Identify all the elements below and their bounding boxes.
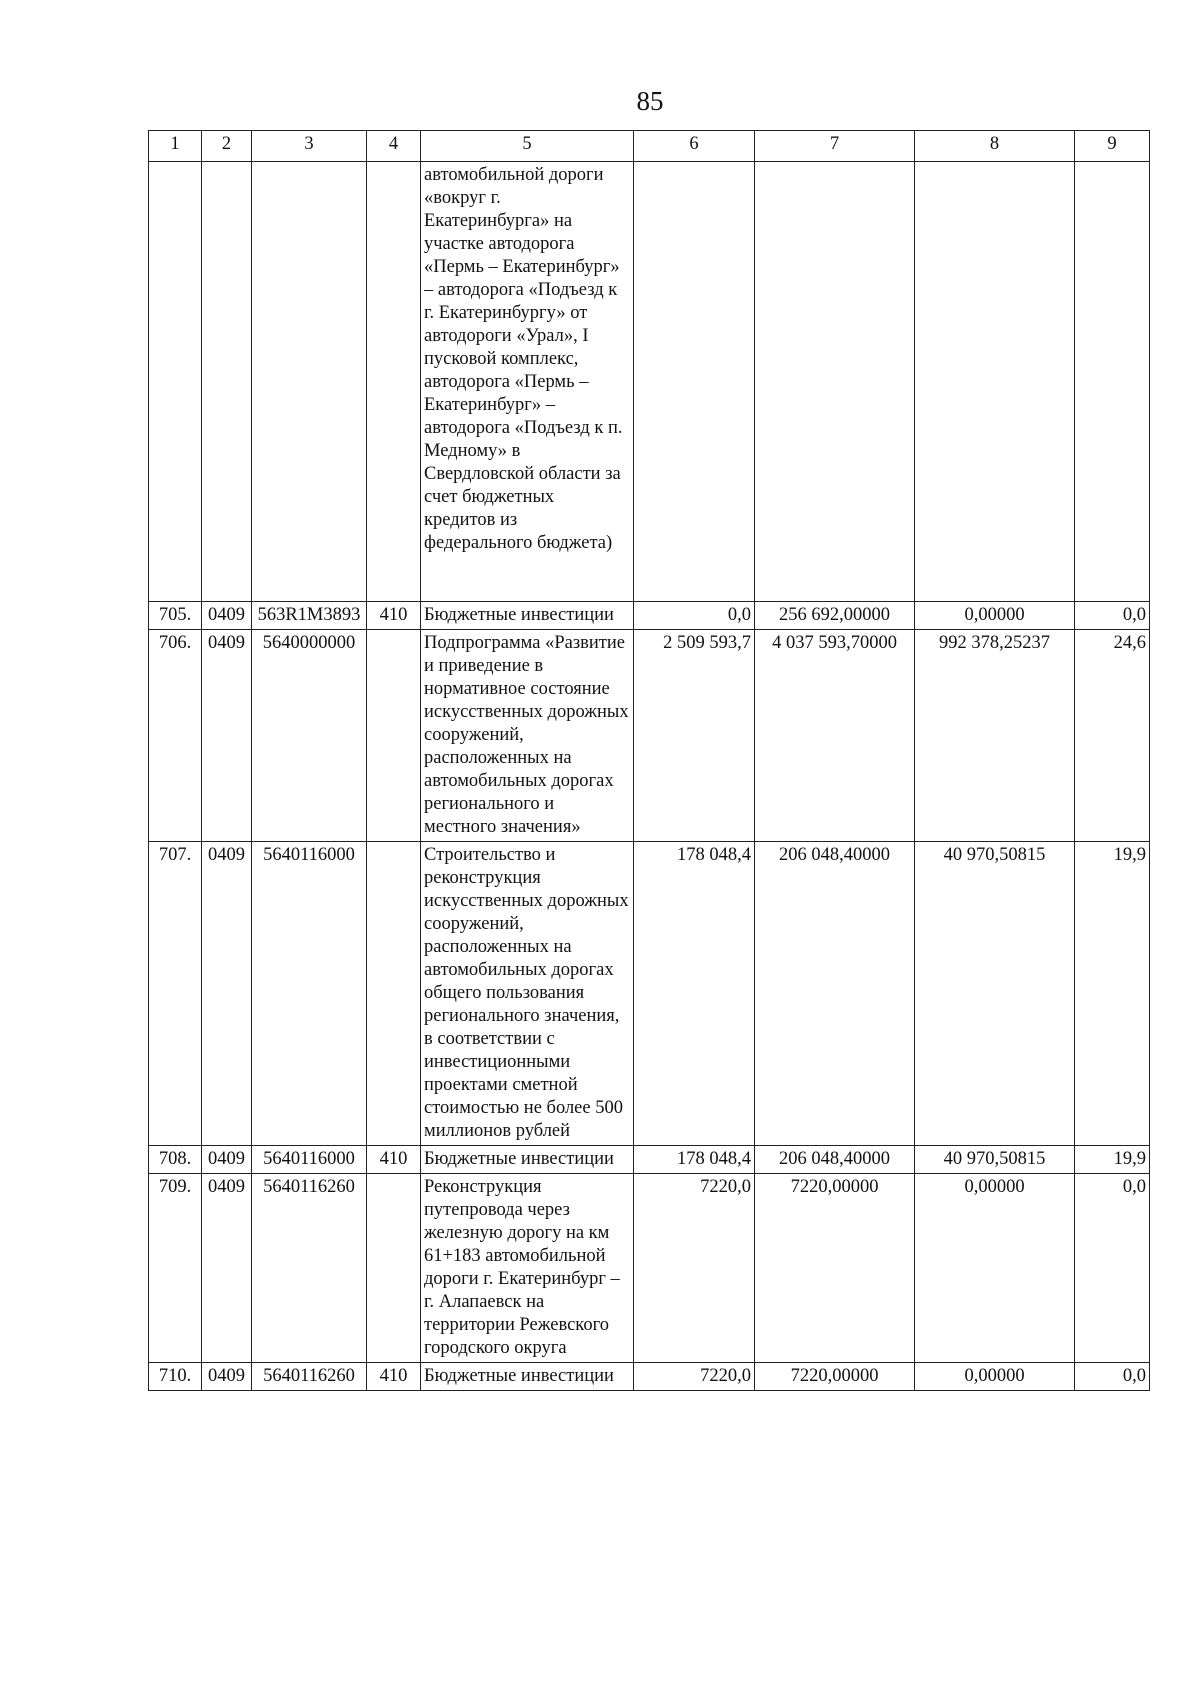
table-row	[149, 1146, 1150, 1174]
column-header: 6	[634, 131, 755, 162]
table-row	[149, 630, 1150, 842]
amount-col8-cell	[915, 162, 1075, 602]
table-row	[149, 602, 1150, 630]
column-header: 3	[252, 131, 367, 162]
amount-col8-cell: 0,00000	[915, 602, 1075, 630]
amount-col8-cell: 0,00000	[915, 1363, 1075, 1391]
percent-cell: 0,0	[1075, 602, 1150, 630]
column-header: 4	[367, 131, 421, 162]
column-header: 1	[149, 131, 202, 162]
amount-col6-cell: 0,0	[634, 602, 755, 630]
amount-col8-cell: 40 970,50815	[915, 842, 1075, 1146]
expense-type-cell: 410	[367, 1363, 421, 1391]
amount-col8-cell: 0,00000	[915, 1174, 1075, 1363]
description-cell: Бюджетные инвестиции	[421, 602, 634, 630]
row-number-cell	[149, 162, 202, 602]
page-number: 85	[636, 86, 664, 116]
description-cell: Бюджетные инвестиции	[421, 1146, 634, 1174]
target-code-cell: 5640000000	[252, 630, 367, 842]
amount-col8-cell: 40 970,50815	[915, 1146, 1075, 1174]
amount-col7-cell: 7220,00000	[755, 1174, 915, 1363]
section-code-cell: 0409	[202, 1146, 252, 1174]
description-cell: Реконструкция путепровода через железную дорогу на км 61+183 автомобильной дороги г. Екатеринбург – г. Алапаевск на территории Режевского городского округа	[421, 1174, 634, 1363]
amount-col6-cell: 2 509 593,7	[634, 630, 755, 842]
description-cell: Строительство и реконструкция искусственных дорожных сооружений, расположенных на автомобильных дорогах общего пользования регионального значения, в соответствии с инвестиционными проектами сметной стоимостью не более 500 миллионов рублей	[421, 842, 634, 1146]
expense-type-cell	[367, 162, 421, 602]
section-code-cell	[202, 162, 252, 602]
amount-col7-cell	[755, 162, 915, 602]
row-number-cell: 705.	[149, 602, 202, 630]
expense-type-cell: 410	[367, 1146, 421, 1174]
target-code-cell: 5640116000	[252, 842, 367, 1146]
expense-type-cell	[367, 630, 421, 842]
amount-col7-cell: 256 692,00000	[755, 602, 915, 630]
amount-col6-cell: 7220,0	[634, 1363, 755, 1391]
description-cell: автомобильной дороги «вокруг г. Екатеринбурга» на участке автодорога «Пермь – Екатеринбург» – автодорога «Подъезд к г. Екатеринбургу» от автодороги «Урал», I пусковой комплекс, автодорога «Пермь – Екатеринбург» – автодорога «Подъезд к п. Медному» в Свердловской области за счет бюджетных кредитов из федерального бюджета)	[421, 162, 634, 602]
row-number-cell: 709.	[149, 1174, 202, 1363]
target-code-cell: 563R1M3893	[252, 602, 367, 630]
column-header: 5	[421, 131, 634, 162]
expense-type-cell: 410	[367, 602, 421, 630]
column-header: 9	[1075, 131, 1150, 162]
percent-cell: 24,6	[1075, 630, 1150, 842]
target-code-cell	[252, 162, 367, 602]
amount-col7-cell: 206 048,40000	[755, 842, 915, 1146]
percent-cell: 0,0	[1075, 1174, 1150, 1363]
amount-col7-cell: 7220,00000	[755, 1363, 915, 1391]
expense-type-cell	[367, 1174, 421, 1363]
amount-col6-cell	[634, 162, 755, 602]
amount-col8-cell: 992 378,25237	[915, 630, 1075, 842]
table-row	[149, 1363, 1150, 1391]
target-code-cell: 5640116260	[252, 1174, 367, 1363]
percent-cell: 19,9	[1075, 842, 1150, 1146]
percent-cell: 19,9	[1075, 1146, 1150, 1174]
percent-cell	[1075, 162, 1150, 602]
section-code-cell: 0409	[202, 602, 252, 630]
table-row	[149, 842, 1150, 1146]
description-cell: Подпрограмма «Развитие и приведение в нормативное состояние искусственных дорожных сооружений, расположенных на автомобильных дорогах регионального и местного значения»	[421, 630, 634, 842]
section-code-cell: 0409	[202, 630, 252, 842]
amount-col6-cell: 7220,0	[634, 1174, 755, 1363]
amount-col6-cell: 178 048,4	[634, 842, 755, 1146]
target-code-cell: 5640116000	[252, 1146, 367, 1174]
expense-type-cell	[367, 842, 421, 1146]
budget-table	[148, 130, 1150, 1391]
amount-col6-cell: 178 048,4	[634, 1146, 755, 1174]
column-header: 8	[915, 131, 1075, 162]
amount-col7-cell: 206 048,40000	[755, 1146, 915, 1174]
section-code-cell: 0409	[202, 1363, 252, 1391]
section-code-cell: 0409	[202, 1174, 252, 1363]
table-row	[149, 1174, 1150, 1363]
percent-cell: 0,0	[1075, 1363, 1150, 1391]
target-code-cell: 5640116260	[252, 1363, 367, 1391]
table-row-continuation	[149, 162, 1150, 602]
row-number-cell: 706.	[149, 630, 202, 842]
description-cell: Бюджетные инвестиции	[421, 1363, 634, 1391]
column-header: 7	[755, 131, 915, 162]
column-header: 2	[202, 131, 252, 162]
row-number-cell: 710.	[149, 1363, 202, 1391]
row-number-cell: 707.	[149, 842, 202, 1146]
row-number-cell: 708.	[149, 1146, 202, 1174]
amount-col7-cell: 4 037 593,70000	[755, 630, 915, 842]
section-code-cell: 0409	[202, 842, 252, 1146]
column-number-header-row	[149, 131, 1150, 162]
